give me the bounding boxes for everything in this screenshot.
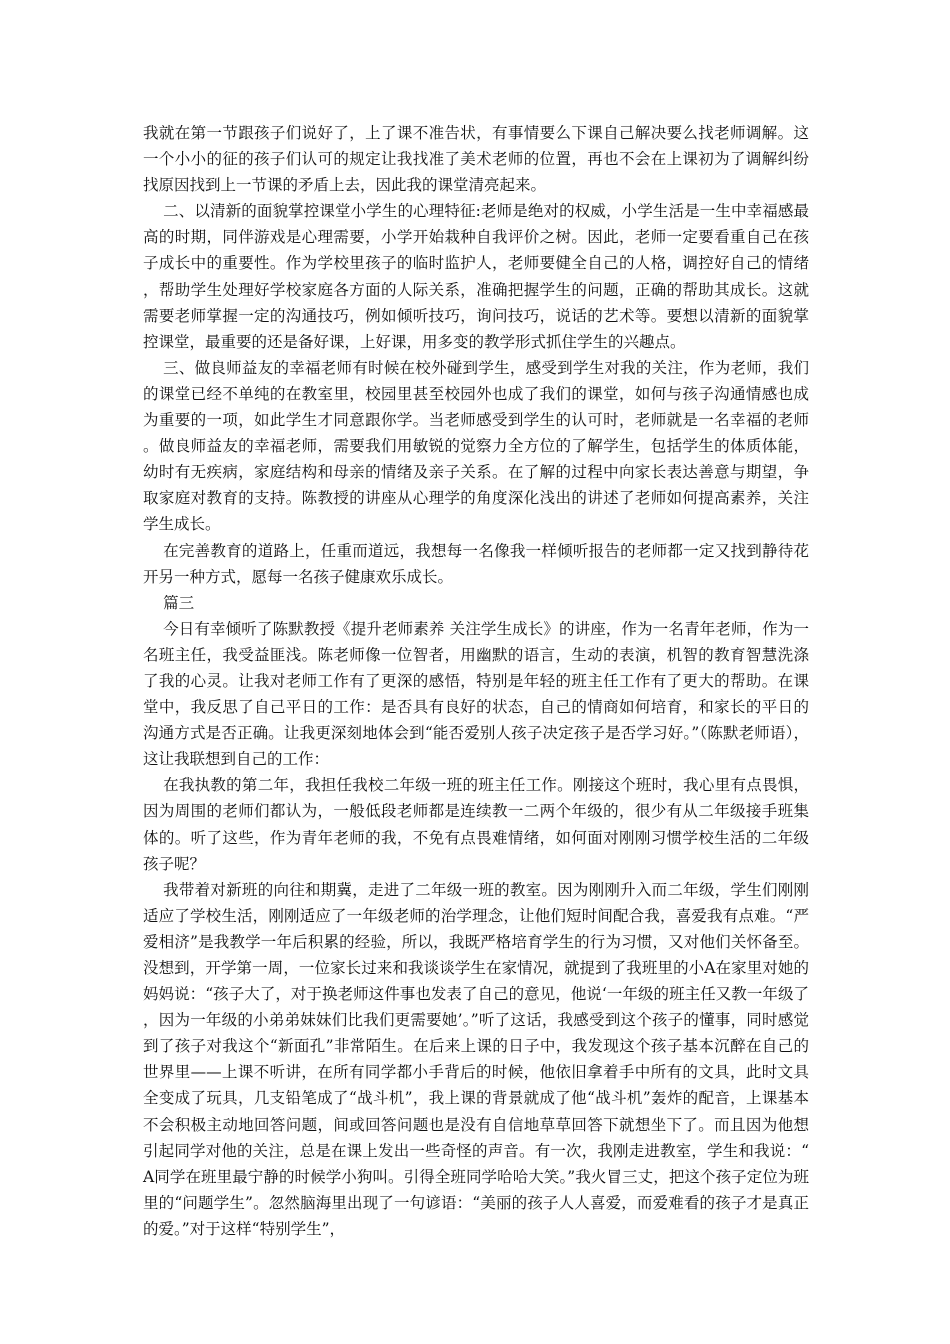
paragraph-2: 二、以清新的面貌掌控课堂小学生的心理特征:老师是绝对的权威，小学生活是一生中幸福感最高的时期，同伴游戏是心理需要，小学开始栽种自我评价之树。因此，老师一定要看重自己在孩子成长中的重要性。作为学校里孩子的临时监护人，老师要健全自己的人格，调控好自己的情绪，帮助学生处理好学校家庭各方面的人际关系，准确把握学生的问题，正确的帮助其成长。这就需要老师掌握一定的沟通技巧，例如倾听技巧，询问技巧，说话的艺术等。要想以清新的面貌掌控课堂，最重要的还是备好课，上好课，用多变的教学形式抓住学生的兴趣点。 [143,202,809,351]
section-heading: 篇三 [163,593,195,612]
paragraph-6: 今日有幸倾听了陈默教授《提升老师素养 关注学生成长》的讲座，作为一名青年老师，作为一名班主任，我受益匪浅。陈老师像一位智者，用幽默的语言，生动的表演，机智的教育智慧洗涤了我的心灵。让我对老师工作有了更深的感悟，特别是年轻的班主任工作有了更大的帮助。在课堂中，我反思了自己平日的工作：是否具有良好的状态，自己的情商如何培育，和家长的平日的沟通方式是否正确。让我更深刻地体会到“能否爱别人孩子决定孩子是否学习好。”（陈默老师语），这让我联想到自己的工作： [143,619,809,769]
paragraph-1: 我就在第一节跟孩子们说好了，上了课不准告状，有事情要么下课自己解决要么找老师调解。这一个小小的征的孩子们认可的规定让我找准了美术老师的位置，再也不会在上课初为了调解纠纷找原因找到上一节课的矛盾上去，因此我的课堂清亮起来。 [143,124,809,195]
paragraph-4: 在完善教育的道路上，任重而道远，我想每一名像我一样倾听报告的老师都一定又找到静待花开另一种方式，愿每一名孩子健康欢乐成长。 [143,541,809,586]
paragraph-8: 我带着对新班的向往和期冀，走进了二年级一班的教室。因为刚刚升入而二年级，学生们刚刚适应了学校生活，刚刚适应了一年级老师的治学理念，让他们短时间配合我，喜爱我有点难。“严爱相济”是我教学一年后积累的经验，所以，我既严格培育学生的行为习惯，又对他们关怀备至。没想到，开学第一周，一位家长过来和我谈谈学生在家情况，就提到了我班里的小A在家里对她的妈妈说：“孩子大了，对于换老师这件事也发表了自己的意见，他说‘一年级的班主任又教一年级了，因为一年级的小弟弟妹妹们比我们更需要她’。”听了这话，我感受到这个孩子的懂事，同时感觉到了孩子对我这个“新面孔”非常陌生。在后来上课的日子中，我发现这个孩子基本沉醉在自己的世界里——上课不听讲，在所有同学都小手背后的时候，他依旧拿着手中所有的文具，此时文具全变成了玩具，几支铅笔成了“战斗机”，我上课的背景就成了他“战斗机”轰炸的配音，上课基本不会积极主动地回答问题，间或回答问题也是没有自信地草草回答下就想坐下了。而且因为他想引起同学对他的关注，总是在课上发出一些奇怪的声音。有一次，我刚走进教室，学生和我说：“A同学在班里最宁静的时候学小狗叫。引得全班同学哈哈大笑。”我火冒三丈，把这个孩子定位为班里的“问题学生”。忽然脑海里出现了一句谚语：“美丽的孩子人人喜爱，而爱难看的孩子才是真正的爱。”对于这样“特别学生”， [143,880,809,1238]
paragraph-3: 三、做良师益友的幸福老师有时候在校外碰到学生，感受到学生对我的关注，作为老师，我们的课堂已经不单纯的在教室里，校园里甚至校园外也成了我们的课堂，如何与孩子沟通情感也成为重要的一项，如此学生才同意跟你学。当老师感受到学生的认可时，老师就是一名幸福的老师。做良师益友的幸福老师，需要我们用敏锐的觉察力全方位的了解学生，包括学生的体质体能，幼时有无疾病，家庭结构和母亲的情绪及亲子关系。在了解的过程中向家长表达善意与期望，争取家庭对教育的支持。陈教授的讲座从心理学的角度深化浅出的讲述了老师如何提高素养，关注学生成长。 [143,358,809,534]
document-page [143,120,809,1242]
paragraph-7: 在我执教的第二年，我担任我校二年级一班的班主任工作。刚接这个班时，我心里有点畏惧，因为周围的老师们都认为，一般低段老师都是连续教一二两个年级的，很少有从二年级接手班集体的。听了这些，作为青年老师的我，不免有点畏难情绪，如何面对刚刚习惯学校生活的二年级孩子呢？ [143,776,809,873]
